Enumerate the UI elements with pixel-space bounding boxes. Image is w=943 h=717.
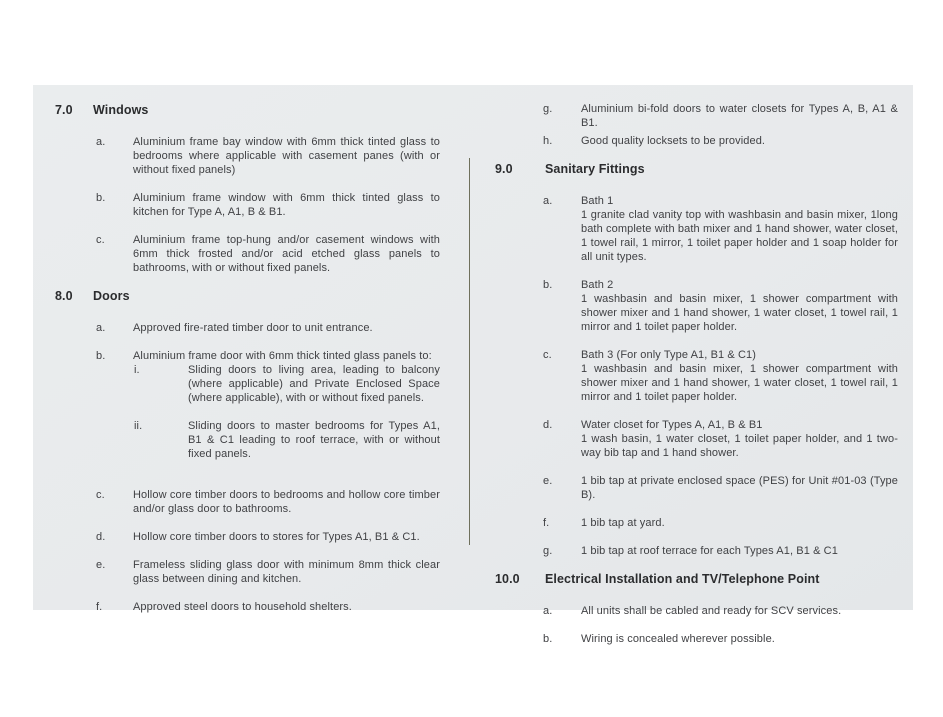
item-label: e. xyxy=(96,559,106,571)
sub-item-text: Sliding doors to living area, leading to balcony (where applicable) and Private Enclosed Space (where applicable), with or without fixed panels. xyxy=(188,364,440,404)
document-page xyxy=(33,85,913,645)
sub-item-label: ii. xyxy=(134,420,143,432)
right-column xyxy=(495,102,898,660)
item-paragraph: Frameless sliding glass door with minimum 8mm thick clear glass between dining and kitchen. xyxy=(133,559,440,585)
item-label: d. xyxy=(543,419,553,431)
item-label: d. xyxy=(96,531,106,543)
item-paragraph: 1 washbasin and basin mixer, 1 shower compartment with shower mixer and 1 hand shower, 1 water closet, 1 towel rail, 1 mirror and 1 toilet paper holder. xyxy=(581,363,898,403)
spec-item xyxy=(495,278,898,334)
item-paragraph: Aluminium frame bay window with 6mm thick tinted glass to bedrooms where applicable with casement panes (with or without fixed panels) xyxy=(133,136,440,176)
item-body xyxy=(581,102,898,130)
item-body xyxy=(581,194,898,264)
item-label: c. xyxy=(96,489,105,501)
item-label: b. xyxy=(96,192,106,204)
item-paragraph: Wiring is concealed wherever possible. xyxy=(581,633,775,645)
column-divider xyxy=(469,158,470,545)
item-body xyxy=(581,544,898,558)
item-body xyxy=(133,191,440,219)
section-heading xyxy=(55,103,440,118)
spec-item xyxy=(495,418,898,460)
sub-item xyxy=(133,363,440,405)
item-paragraph: Approved steel doors to household shelters. xyxy=(133,601,352,613)
item-paragraph: Hollow core timber doors to bedrooms and hollow core timber and/or glass door to bathrooms. xyxy=(133,489,440,515)
item-label: f. xyxy=(543,517,550,529)
spec-item xyxy=(55,349,440,461)
item-label: e. xyxy=(543,475,553,487)
section-title: Electrical Installation and TV/Telephone Point xyxy=(545,572,820,586)
item-body xyxy=(133,349,440,461)
section-heading xyxy=(495,572,898,587)
item-paragraph: 1 washbasin and basin mixer, 1 shower compartment with shower mixer and 1 hand shower, 1 water closet, 1 towel rail, 1 mirror and 1 toilet paper holder. xyxy=(581,293,898,333)
item-paragraph: 1 granite clad vanity top with washbasin and basin mixer, 1long bath complete with bath mixer and 1 hand shower, water closet, 1 towel rail, 1 mirror, 1 toilet paper holder and 1 soap holder for all unit types. xyxy=(581,209,898,263)
item-label: b. xyxy=(96,350,106,362)
spec-item xyxy=(55,135,440,177)
item-paragraph: Aluminium frame door with 6mm thick tinted glass panels to: xyxy=(133,350,432,362)
item-body xyxy=(133,321,440,335)
spec-item xyxy=(55,558,440,586)
section-title: Sanitary Fittings xyxy=(545,162,645,176)
item-paragraph: Aluminium frame top-hung and/or casement windows with 6mm thick frosted and/or acid etched glass panels to bathrooms, with or without fixed panels. xyxy=(133,234,440,274)
item-label: g. xyxy=(543,103,553,115)
item-paragraph: Approved fire-rated timber door to unit entrance. xyxy=(133,322,373,334)
item-paragraph: Good quality locksets to be provided. xyxy=(581,135,766,147)
spec-item xyxy=(495,544,898,558)
section-heading xyxy=(495,162,898,177)
spec-item xyxy=(495,604,898,618)
item-body xyxy=(133,488,440,516)
item-body xyxy=(581,278,898,334)
item-paragraph: Aluminium frame window with 6mm thick tinted glass to kitchen for Type A, A1, B & B1. xyxy=(133,192,440,218)
section-number: 8.0 xyxy=(55,289,73,303)
section-title: Doors xyxy=(93,289,130,303)
spec-item xyxy=(55,600,440,614)
spec-item xyxy=(495,632,898,646)
item-body xyxy=(133,558,440,586)
spec-item xyxy=(55,233,440,275)
sub-item xyxy=(133,419,440,461)
section-number: 10.0 xyxy=(495,572,520,586)
item-paragraph: 1 wash basin, 1 water closet, 1 toilet paper holder, and 1 two-way bib tap and 1 hand shower. xyxy=(581,433,898,459)
item-paragraph: Hollow core timber doors to stores for Types A1, B1 & C1. xyxy=(133,531,420,543)
item-label: g. xyxy=(543,545,553,557)
item-label: h. xyxy=(543,135,553,147)
item-paragraph: 1 bib tap at roof terrace for each Types A1, B1 & C1 xyxy=(581,545,838,557)
item-paragraph: Bath 3 (For only Type A1, B1 & C1) xyxy=(581,349,757,361)
item-body xyxy=(581,632,898,646)
item-paragraph: Bath 1 xyxy=(581,195,614,207)
item-label: b. xyxy=(543,633,553,645)
spec-item xyxy=(495,348,898,404)
item-paragraph: Aluminium bi-fold doors to water closets for Types A, B, A1 & B1. xyxy=(581,103,898,129)
item-body xyxy=(133,233,440,275)
item-body xyxy=(581,134,898,148)
spec-item xyxy=(495,474,898,502)
spec-item xyxy=(495,516,898,530)
item-label: a. xyxy=(543,195,553,207)
spec-item xyxy=(495,134,898,148)
item-body xyxy=(581,604,898,618)
item-label: c. xyxy=(543,349,552,361)
spec-item xyxy=(495,194,898,264)
item-paragraph: All units shall be cabled and ready for SCV services. xyxy=(581,605,842,617)
spec-item xyxy=(55,530,440,544)
item-paragraph: 1 bib tap at private enclosed space (PES) for Unit #01-03 (Type B). xyxy=(581,475,898,501)
item-body xyxy=(581,348,898,404)
item-label: f. xyxy=(96,601,103,613)
item-body xyxy=(133,600,440,614)
section-number: 9.0 xyxy=(495,162,513,176)
spec-item xyxy=(495,102,898,130)
item-label: c. xyxy=(96,234,105,246)
item-paragraph: 1 bib tap at yard. xyxy=(581,517,665,529)
item-body xyxy=(133,135,440,177)
item-label: a. xyxy=(543,605,553,617)
spec-item xyxy=(55,488,440,516)
spec-item xyxy=(55,321,440,335)
item-label: a. xyxy=(96,136,106,148)
item-label: b. xyxy=(543,279,553,291)
item-body xyxy=(133,530,440,544)
section-title: Windows xyxy=(93,103,149,117)
item-paragraph: Water closet for Types A, A1, B & B1 xyxy=(581,419,763,431)
item-body xyxy=(581,516,898,530)
sub-item-text: Sliding doors to master bedrooms for Types A1, B1 & C1 leading to roof terrace, with or without fixed panels. xyxy=(188,420,440,460)
item-label: a. xyxy=(96,322,106,334)
section-heading xyxy=(55,289,440,304)
sub-item-label: i. xyxy=(134,364,140,376)
item-paragraph: Bath 2 xyxy=(581,279,614,291)
item-body xyxy=(581,418,898,460)
left-column xyxy=(55,103,440,628)
section-number: 7.0 xyxy=(55,103,73,117)
item-body xyxy=(581,474,898,502)
spec-item xyxy=(55,191,440,219)
